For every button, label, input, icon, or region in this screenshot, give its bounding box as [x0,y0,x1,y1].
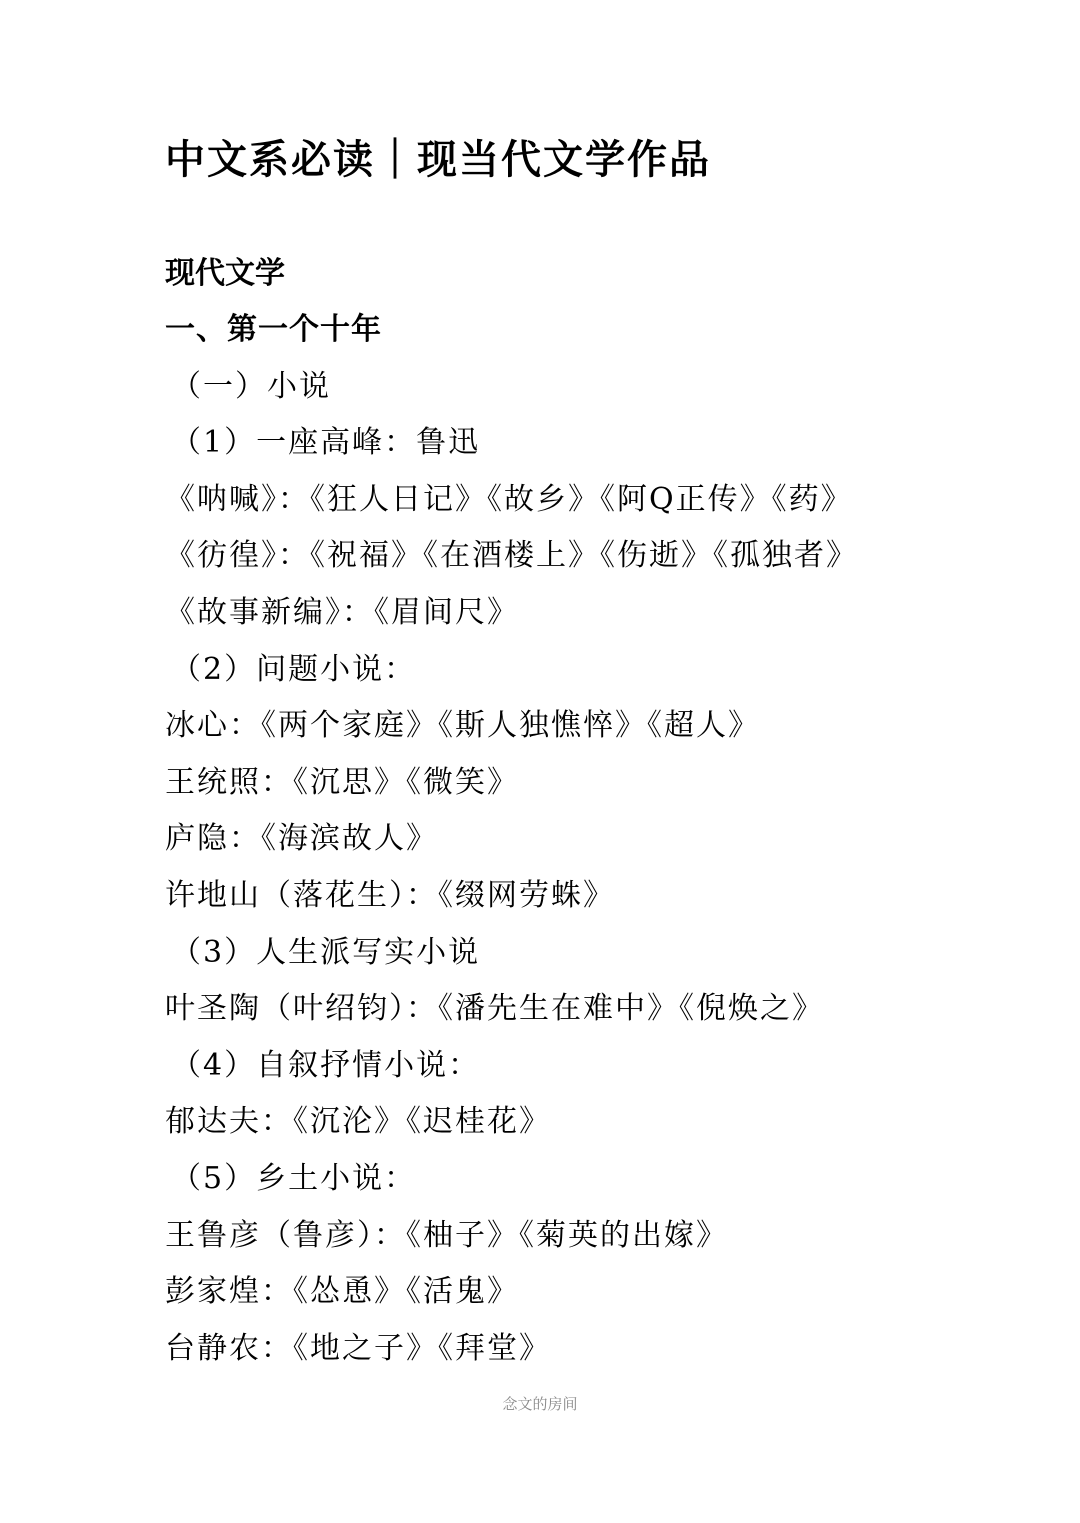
text-line: 彭家煌：《怂恿》《活鬼》 [165,1274,519,1310]
text-line: 冰心：《两个家庭》《斯人独憔悴》《超人》 [165,708,760,744]
page-footer: 念文的房间 [502,1395,578,1413]
section-heading: 现代文学 [165,256,285,291]
subsection-heading: （4）自叙抒情小说： [171,1047,481,1083]
subsection-heading: （3）人生派写实小说 [171,934,481,970]
text-line: 台静农：《地之子》《拜堂》 [165,1330,551,1366]
text-line: 王统照：《沉思》《微笑》 [165,764,519,800]
document-title: 中文系必读｜现当代文学作品 [165,136,711,183]
text-line: 王鲁彦（鲁彦）：《柚子》《菊英的出嫁》 [165,1217,728,1253]
text-line: 《彷徨》：《祝福》《在酒楼上》《伤逝》《孤独者》 [165,538,858,574]
document-body [165,302,965,1377]
text-line: 《故事新编》：《眉间尺》 [165,594,519,630]
subsection-heading: （5）乡土小说： [171,1160,417,1196]
subsection-heading: （1）一座高峰：鲁迅 [171,425,481,461]
text-line: 郁达夫：《沉沦》《迟桂花》 [165,1104,551,1140]
text-line: 《呐喊》：《狂人日记》《故乡》《阿Q正传》《药》 [165,481,853,517]
text-line: 许地山（落花生）：《缀网劳蛛》 [165,877,615,913]
subsection-heading: （一）小说 [171,368,331,404]
text-line: 庐隐：《海滨故人》 [165,821,438,857]
text-line: 叶圣陶（叶绍钧）：《潘先生在难中》《倪焕之》 [165,991,824,1027]
subsection-heading: （2）问题小说： [171,651,417,687]
chapter-heading: 一、第一个十年 [165,312,382,347]
